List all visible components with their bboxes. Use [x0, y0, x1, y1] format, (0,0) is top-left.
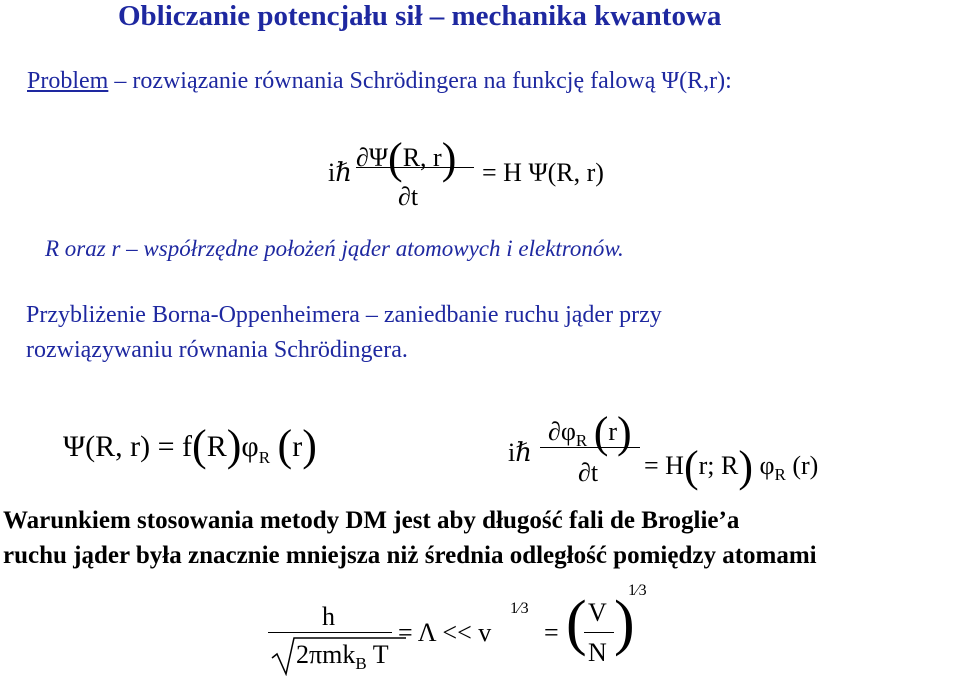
problem-statement: [27, 68, 732, 95]
de-broglie-condition-text: [3, 503, 817, 573]
born-oppenheimer-text: [26, 298, 662, 368]
electronic-prefix: iℏ: [508, 438, 532, 467]
de-broglie-line1: Warunkiem stosowania metody DM jest aby długość fali de Broglie’a: [3, 507, 740, 534]
coordinates-note: R oraz r – współrzędne położeń jąder atomowych i elektronów.: [45, 236, 624, 261]
right-paren: ): [614, 589, 635, 657]
problem-text: – rozwiązanie równania Schrödingera na funkcję falową Ψ(R,r):: [108, 68, 732, 94]
schrodinger-prefix: iℏ: [328, 158, 352, 187]
electronic-rhs: = H(r; R) $\varphi_R$ (r): [644, 442, 819, 491]
vn-exponent: 1⁄3: [628, 582, 647, 599]
condition-v: V: [588, 598, 607, 627]
schrodinger-numerator: ∂Ψ(R, r): [356, 134, 457, 183]
electronic-denominator: ∂t: [578, 458, 599, 487]
condition-fraction-line: [268, 632, 392, 633]
electronic-fraction-line: [540, 447, 640, 448]
condition-equals: =: [544, 618, 559, 647]
v-exponent: 1⁄3: [510, 600, 529, 617]
de-broglie-line2: ruchu jąder była znacznie mniejsza niż średnia odległość pomiędzy atomami: [3, 542, 817, 569]
left-paren: (: [566, 589, 587, 657]
condition-n: N: [588, 638, 607, 667]
born-oppenheimer-line2: rozwiązywaniu równania Schrödingera.: [26, 337, 408, 363]
electronic-numerator: $\partial\varphi_R$ (r): [548, 408, 632, 457]
condition-denominator: 2πmk$_B$ T: [296, 640, 389, 674]
born-oppenheimer-line1: Przybliżenie Borna-Oppenheimera – zaniedbanie ruchu jąder przy: [26, 302, 662, 328]
condition-mid: = Λ << v: [398, 618, 492, 647]
problem-label: Problem: [27, 68, 109, 94]
schrodinger-denominator: ∂t: [398, 182, 419, 211]
schrodinger-rhs: = H Ψ(R, r): [482, 158, 604, 187]
separation-equation: Ψ(R, $r) = f(R)\varphi_R$ (r): [63, 421, 317, 470]
vn-fraction-line: [584, 632, 614, 633]
schrodinger-fraction-line: [356, 167, 474, 168]
condition-numerator: h: [322, 602, 335, 631]
page-title: Obliczanie potencjału sił – mechanika kwantowa: [118, 0, 722, 32]
